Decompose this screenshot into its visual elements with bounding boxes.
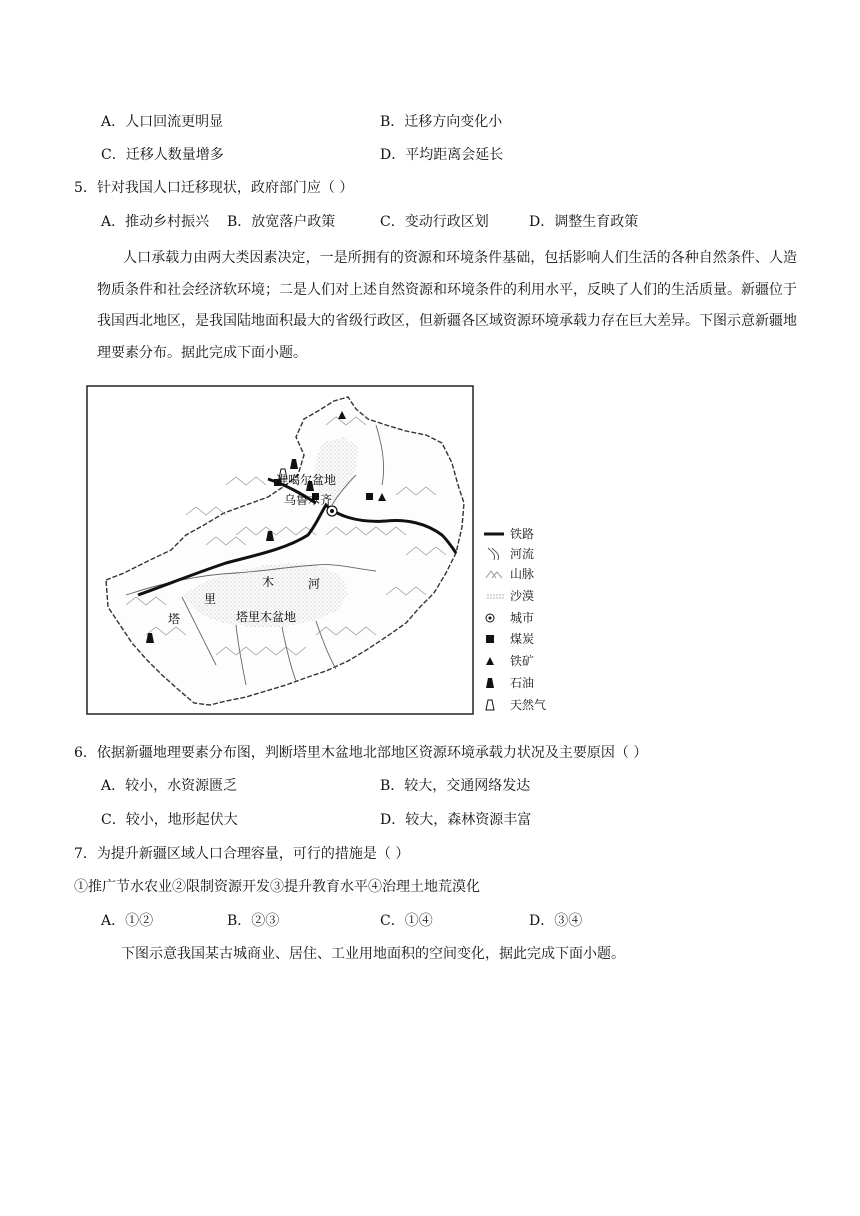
q7-option-a: A．①② (101, 913, 154, 929)
q7-stem: 7．为提升新疆区域人口合理容量，可行的措施是（ ） (74, 846, 410, 862)
label-urumqi: 乌鲁木齐 (284, 493, 333, 507)
q5-stem: 5．针对我国人口迁移现状，政府部门应（ ） (74, 180, 354, 196)
q6-option-b: B．较大，交通网络发达 (380, 778, 531, 794)
passage-ancient-city: 下图示意我国某古城商业、居住、工业用地面积的空间变化，据此完成下面小题。 (121, 946, 625, 962)
q4-option-d: D．平均距离会延长 (380, 147, 504, 163)
q7-option-d: D．③④ (529, 913, 583, 929)
coal-symbol (366, 493, 373, 500)
label-junggar: 准噶尔盆地 (276, 473, 337, 487)
q6-option-d: D．较大，森林资源丰富 (380, 812, 532, 828)
label-tarim-basin: 塔里木盆地 (236, 610, 297, 624)
xinjiang-map (86, 385, 474, 715)
q7-option-b: B．②③ (227, 913, 280, 929)
q6-option-c: C．较小，地形起伏大 (101, 812, 238, 828)
label-river-he: 河 (308, 577, 321, 591)
q4-option-a: A．人口回流更明显 (101, 114, 224, 130)
q4-option-b: B．迁移方向变化小 (380, 114, 503, 130)
q4-option-c: C．迁移人数量增多 (101, 147, 224, 163)
passage-carrying-capacity-text: 人口承载力由两大类因素决定，一是所拥有的资源和环境条件基础，包括影响人们生活的各种自然条件、人造物质条件和社会经济软环境；二是人们对上述自然资源和环境条件的利用水平，反映了人们的生活质量。新疆位于我国西北地区，是我国陆地面积最大的省级行政区，但新疆各区域资源环境承载力存在巨大差异。下图示意新疆地理要素分布。据此完成下面小题。 (97, 250, 797, 361)
q6-option-a: A．较小，水资源匮乏 (101, 778, 238, 794)
q5-option-c: C．变动行政区划 (380, 214, 489, 230)
q5-option-a: A．推动乡村振兴 (101, 214, 210, 230)
label-river-ta: 塔 (168, 612, 181, 626)
q5-option-b: B．放宽落户政策 (227, 214, 336, 230)
q5-option-d: D．调整生育政策 (529, 214, 639, 230)
label-river-mu: 木 (262, 575, 275, 589)
q7-option-c: C．①④ (380, 913, 433, 929)
passage-carrying-capacity (97, 243, 797, 369)
q7-items: ①推广节水农业②限制资源开发③提升教育水平④治理土地荒漠化 (74, 879, 480, 895)
label-river-li: 里 (204, 592, 217, 606)
q6-stem: 6．依据新疆地理要素分布图，判断塔里木盆地北部地区资源环境承载力状况及主要原因（ ） (74, 745, 648, 761)
